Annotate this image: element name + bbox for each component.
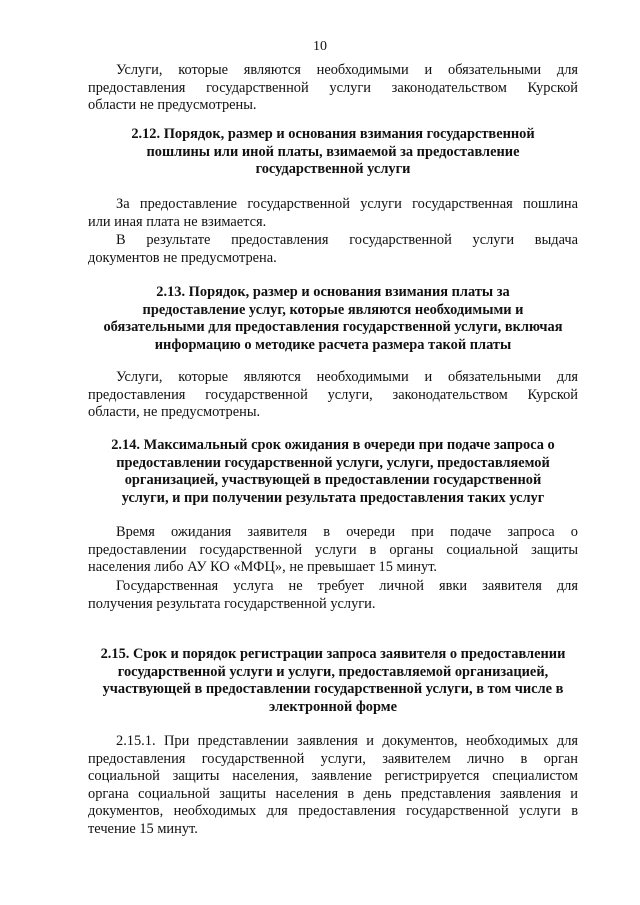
heading-line: 2.15. Срок и порядок регистрации запроса заявителя о предоставлении [100, 646, 566, 662]
text-line: предоставления государственной услуги, законодательством Курской [88, 386, 578, 403]
heading-line: государственной услуги и услуги, предоставляемой организацией, [117, 663, 549, 680]
heading-line: пошлины или иной платы, взимаемой за предоставление [146, 143, 520, 160]
paragraph-services-not-required [88, 62, 578, 115]
section-heading-2-15 [88, 646, 578, 716]
text-line: Услуги, которые являются необходимыми и обязательными для [116, 62, 578, 78]
heading-line: государственной услуги [255, 161, 411, 178]
text-line: 2.15.1. При представлении заявления и документов, необходимых для [116, 733, 578, 749]
text-line: В результате предоставления государственной услуги выдача [116, 232, 578, 248]
section-heading-2-13 [88, 284, 578, 354]
paragraph-2-15-1 [88, 733, 578, 839]
heading-line: участвующей в предоставлении государственной услуги, в том числе в [102, 681, 564, 698]
heading-line: 2.13. Порядок, размер и основания взимания платы за [156, 284, 510, 300]
text-line: течение 15 минут. [88, 820, 198, 837]
paragraph-no-personal-visit [88, 578, 578, 613]
heading-line: услуги, и при получении результата предоставления таких услуг [121, 489, 545, 506]
text-line: Государственная услуга не требует личной явки заявителя для [116, 578, 578, 594]
text-line: документов, необходимых для предоставления государственной услуги в [88, 803, 578, 820]
paragraph-waiting-time [88, 524, 578, 577]
text-line: Время ожидания заявителя в очереди при подаче запроса о [116, 524, 578, 540]
paragraph-no-documents [88, 232, 578, 267]
text-line: или иная плата не взимается. [88, 213, 267, 230]
text-line: социальной защиты населения, заявление регистрируется специалистом [88, 768, 578, 785]
text-line: области, не предусмотрены. [88, 404, 261, 421]
text-line: органа социальной защиты населения в день представления заявления и [88, 785, 578, 802]
text-line: За предоставление государственной услуги государственная пошлина [116, 196, 578, 212]
text-line: предоставления государственной услуги, заявителем лично в орган [88, 750, 578, 767]
heading-line: электронной форме [269, 698, 397, 715]
heading-line: предоставлении государственной услуги, услуги, предоставляемой [116, 454, 550, 471]
heading-line: предоставление услуг, которые являются необходимыми и [142, 301, 524, 318]
heading-line: обязательными для предоставления государственной услуги, включая [103, 319, 563, 336]
text-line: предоставлении государственной услуги в органы социальной защиты [88, 541, 578, 558]
heading-line: 2.12. Порядок, размер и основания взимания государственной [131, 126, 535, 142]
text-line: населения либо АУ КО «МФЦ», не превышает 15 минут. [88, 559, 437, 576]
text-line: области не предусмотрены. [88, 97, 257, 114]
text-line: предоставления государственной услуги законодательством Курской [88, 79, 578, 96]
text-line: документов не предусмотрена. [88, 249, 277, 266]
paragraph-services-not-required-2 [88, 369, 578, 422]
heading-line: 2.14. Максимальный срок ожидания в очереди при подаче запроса о [111, 437, 555, 453]
text-line: Услуги, которые являются необходимыми и обязательными для [116, 369, 578, 385]
section-heading-2-14 [88, 437, 578, 507]
page-number: 10 [313, 39, 327, 54]
paragraph-no-fee [88, 196, 578, 231]
heading-line: организацией, участвующей в предоставлении государственной [124, 472, 542, 489]
text-line: получения результата государственной услуги. [88, 595, 376, 612]
heading-line: информацию о методике расчета размера такой платы [154, 336, 512, 353]
section-heading-2-12 [88, 126, 578, 179]
